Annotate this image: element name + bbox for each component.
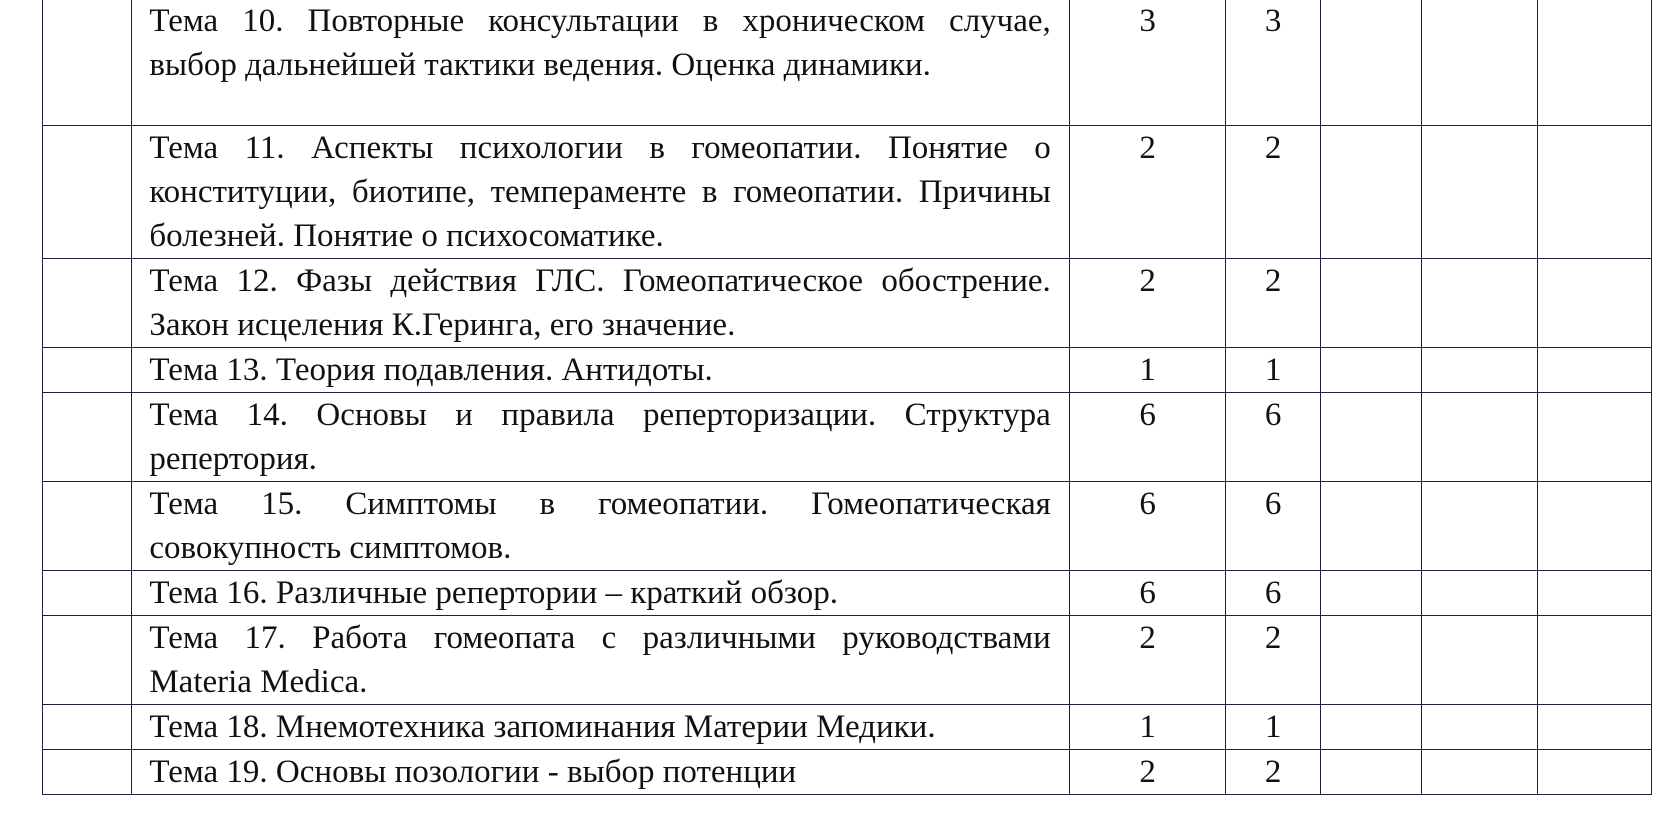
empty-cell: [1320, 259, 1421, 348]
empty-cell: [1320, 705, 1421, 750]
hours-total-cell: [1069, 705, 1226, 750]
hours-total-value: 6: [1139, 486, 1156, 522]
topic-cell: Тема 11. Аспекты психологии в гомеопатии. Понятие о конституции, биотипе, темпераменте в гомеопатии. Причины болезней. Понятие о психосоматике.: [132, 126, 1069, 259]
table-row: [43, 259, 1652, 348]
hours-classroom-cell: [1226, 393, 1320, 482]
topic-cell: Тема 19. Основы позологии - выбор потенции: [132, 750, 1069, 795]
row-number-cell: [43, 393, 132, 482]
hours-classroom-cell: [1226, 0, 1320, 126]
row-number-cell: [43, 705, 132, 750]
table-row: [43, 750, 1652, 795]
empty-cell: [1422, 616, 1537, 705]
topic-cell: Тема 10. Повторные консультации в хроническом случае, выбор дальнейшей тактики ведения. Оценка динамики.: [132, 0, 1069, 126]
hours-classroom-cell: [1226, 616, 1320, 705]
empty-cell: [1537, 705, 1651, 750]
row-number-cell: [43, 571, 132, 616]
hours-total-cell: [1069, 348, 1226, 393]
empty-cell: [1320, 750, 1421, 795]
hours-classroom-value: 2: [1264, 754, 1282, 790]
empty-cell: [1537, 259, 1651, 348]
empty-cell: [1320, 126, 1421, 259]
row-number-cell: [43, 750, 132, 795]
hours-total-value: 1: [1139, 709, 1156, 745]
topic-cell: Тема 13. Теория подавления. Антидоты.: [132, 348, 1069, 393]
hours-total-value: 6: [1139, 575, 1156, 611]
hours-classroom-cell: [1226, 126, 1320, 259]
empty-cell: [1422, 393, 1537, 482]
topic-cell: Тема 14. Основы и правила реперторизации. Структура репертория.: [132, 393, 1069, 482]
empty-cell: [1422, 0, 1537, 126]
hours-total-value: 2: [1139, 263, 1156, 299]
empty-cell: [1537, 482, 1651, 571]
hours-classroom-value: 6: [1264, 575, 1282, 611]
empty-cell: [1422, 126, 1537, 259]
hours-total-value: 3: [1139, 3, 1156, 39]
table-row: [43, 126, 1652, 259]
empty-cell: [1537, 750, 1651, 795]
empty-cell: [1320, 616, 1421, 705]
empty-cell: [1320, 482, 1421, 571]
hours-classroom-cell: [1226, 348, 1320, 393]
hours-classroom-cell: [1226, 571, 1320, 616]
empty-cell: [1537, 0, 1651, 126]
hours-classroom-value: 1: [1264, 352, 1282, 388]
hours-total-value: 6: [1139, 397, 1156, 433]
table-row: [43, 393, 1652, 482]
empty-cell: [1422, 705, 1537, 750]
empty-cell: [1537, 393, 1651, 482]
hours-total-cell: [1069, 750, 1226, 795]
empty-cell: [1422, 348, 1537, 393]
empty-cell: [1422, 259, 1537, 348]
table-row: [43, 705, 1652, 750]
hours-total-cell: [1069, 571, 1226, 616]
hours-classroom-cell: [1226, 705, 1320, 750]
table-row: [43, 482, 1652, 571]
empty-cell: [1537, 348, 1651, 393]
row-number-cell: [43, 348, 132, 393]
hours-total-cell: [1069, 482, 1226, 571]
row-number-cell: [43, 616, 132, 705]
hours-classroom-value: 2: [1264, 130, 1282, 166]
hours-classroom-cell: [1226, 482, 1320, 571]
hours-total-value: 1: [1139, 352, 1156, 388]
hours-total-cell: [1069, 393, 1226, 482]
topic-cell: Тема 18. Мнемотехника запоминания Материи Медики.: [132, 705, 1069, 750]
empty-cell: [1537, 126, 1651, 259]
table-row: [43, 348, 1652, 393]
hours-total-cell: [1069, 0, 1226, 126]
hours-classroom-value: 2: [1264, 263, 1282, 299]
hours-total-value: 2: [1139, 130, 1156, 166]
empty-cell: [1320, 393, 1421, 482]
table-row: [43, 571, 1652, 616]
hours-total-cell: [1069, 616, 1226, 705]
topic-cell: Тема 17. Работа гомеопата с различными руководствами Materia Medica.: [132, 616, 1069, 705]
curriculum-table: [42, 0, 1652, 795]
empty-cell: [1422, 482, 1537, 571]
hours-classroom-value: 6: [1264, 486, 1282, 522]
table-row: [43, 616, 1652, 705]
row-number-cell: [43, 0, 132, 126]
hours-total-value: 2: [1139, 620, 1156, 656]
empty-cell: [1422, 571, 1537, 616]
empty-cell: [1537, 571, 1651, 616]
topic-cell: Тема 16. Различные репертории – краткий обзор.: [132, 571, 1069, 616]
hours-total-cell: [1069, 259, 1226, 348]
hours-classroom-value: 3: [1264, 3, 1282, 39]
row-number-cell: [43, 126, 132, 259]
hours-total-value: 2: [1139, 754, 1156, 790]
topic-cell: Тема 12. Фазы действия ГЛС. Гомеопатическое обострение. Закон исцеления К.Геринга, его значение.: [132, 259, 1069, 348]
table-row: [43, 0, 1652, 126]
curriculum-table-body: [43, 0, 1652, 795]
hours-classroom-value: 2: [1264, 620, 1282, 656]
hours-classroom-cell: [1226, 259, 1320, 348]
empty-cell: [1422, 750, 1537, 795]
topic-cell: Тема 15. Симптомы в гомеопатии. Гомеопатическая совокупность симптомов.: [132, 482, 1069, 571]
empty-cell: [1320, 0, 1421, 126]
hours-classroom-value: 1: [1264, 709, 1282, 745]
hours-classroom-cell: [1226, 750, 1320, 795]
empty-cell: [1320, 348, 1421, 393]
hours-total-cell: [1069, 126, 1226, 259]
row-number-cell: [43, 482, 132, 571]
row-number-cell: [43, 259, 132, 348]
empty-cell: [1320, 571, 1421, 616]
empty-cell: [1537, 616, 1651, 705]
hours-classroom-value: 6: [1264, 397, 1282, 433]
